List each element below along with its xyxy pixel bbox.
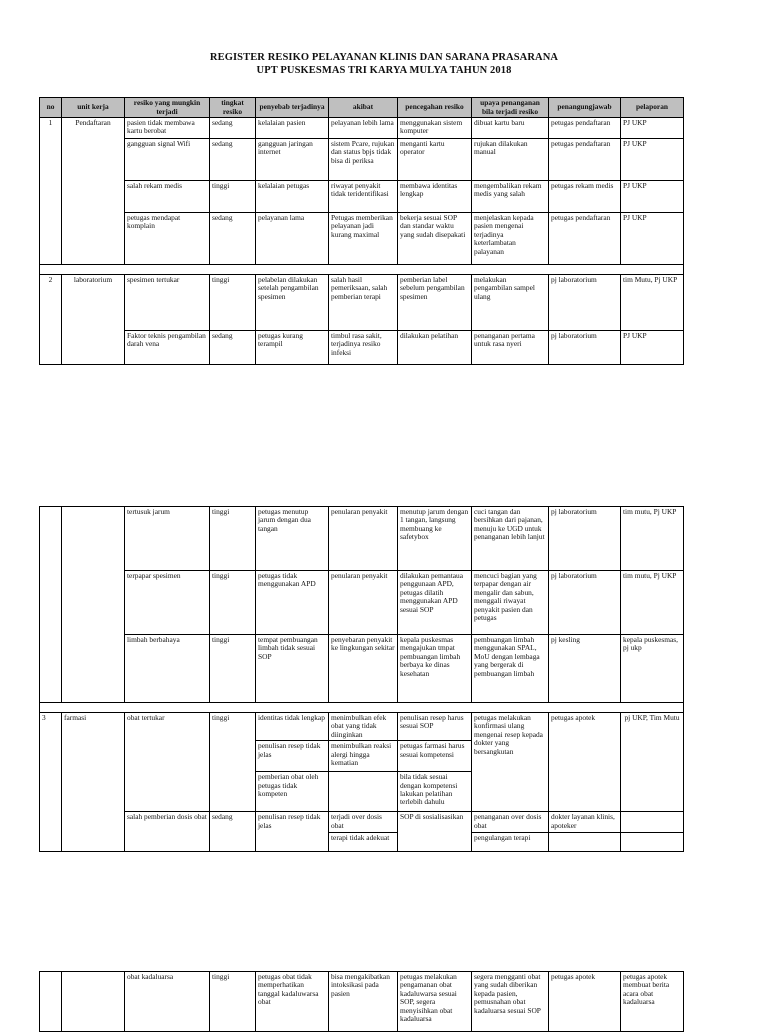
- cell-upaya: segera mengganti obat yang sudah diberikan kepada pasien, pemusnahan obat kadaluarsa sesuai SOP: [472, 972, 549, 1032]
- cell-tingkat: tinggi: [210, 507, 256, 571]
- header-penyebab: penyebab terjadinya: [256, 98, 329, 118]
- cell-pelaporan: PJ UKP: [621, 181, 684, 213]
- cell-penyebab: petugas menutup jarum dengan dua tangan: [256, 507, 329, 571]
- cell-resiko: salah rekam medis: [125, 181, 210, 213]
- cell-pj: petugas pendaftaran: [549, 118, 621, 139]
- cell-resiko: salah pemberian dosis obat: [125, 812, 210, 852]
- cell-tingkat: tinggi: [210, 713, 256, 812]
- cell-akibat: salah hasil pemeriksaan, salah pemberian terapi: [329, 275, 398, 331]
- table-row: [40, 139, 684, 181]
- cell-resiko: Faktor teknis pengambilan darah vena: [125, 331, 210, 365]
- cell-pelaporan: pj UKP, Tim Mutu: [621, 713, 684, 812]
- table-row: [40, 812, 684, 833]
- cell-pj: dokter layanan klinis, apoteker: [549, 812, 621, 833]
- cell-pencegahan: petugas melakukan pengamanan obat kadaluwarsa sesuai SOP, segera menyisihkan obat kadaluarsa: [398, 972, 472, 1032]
- cell-pencegahan: dilakukan pemantaua penggunaan APD, petugas dilatih menggunakan APD sesuai SOP: [398, 571, 472, 635]
- cell-penyebab: identitas tidak lengkap: [256, 713, 329, 741]
- header-pelaporan: pelaporan: [621, 98, 684, 118]
- cell-pelaporan: [621, 812, 684, 833]
- cell-resiko: limbah berbahaya: [125, 635, 210, 703]
- cell-upaya: mengembalikan rekam medis yang salah: [472, 181, 549, 213]
- cell-tingkat: sedang: [210, 331, 256, 365]
- cell-penyebab: kelalaian petugas: [256, 181, 329, 213]
- cell-pj: petugas apotek: [549, 713, 621, 812]
- header-akibat: akibat: [329, 98, 398, 118]
- cell-resiko: pasien tidak membawa kartu berobat: [125, 118, 210, 139]
- cell-akibat: [329, 772, 398, 812]
- cell-penyebab: pelayanan lama: [256, 213, 329, 265]
- cell-tingkat: sedang: [210, 812, 256, 852]
- cell-unit: [62, 507, 125, 703]
- cell-pj: pj laboratorium: [549, 507, 621, 571]
- table-header-row: [40, 98, 684, 118]
- cell-unit: farmasi: [62, 713, 125, 852]
- cell-akibat: terjadi over dosis obat: [329, 812, 398, 833]
- cell-pelaporan: tim Mutu, Pj UKP: [621, 275, 684, 331]
- cell-resiko: terpapar spesimen: [125, 571, 210, 635]
- header-tingkat: tingkat resiko: [210, 98, 256, 118]
- cell-pj: pj kesling: [549, 635, 621, 703]
- cell-upaya: petugas melakukan konfirmasi ulang mengenai resep kepada dokter yang bersangkutan: [472, 713, 549, 812]
- cell-penyebab: kelalaian pasien: [256, 118, 329, 139]
- cell-tingkat: tinggi: [210, 275, 256, 331]
- cell-pencegahan: SOP di sosialisasikan: [398, 812, 472, 852]
- cell-upaya: rujukan dilakukan manual: [472, 139, 549, 181]
- risk-register-table-2: [39, 506, 684, 852]
- cell-pencegahan: petugas farmasi harus sesuai kompetensi: [398, 741, 472, 772]
- cell-pencegahan: pemberian label sebelum pengambilan spesimen: [398, 275, 472, 331]
- cell-pelaporan: tim mutu, Pj UKP: [621, 571, 684, 635]
- document-title: REGISTER RESIKO PELAYANAN KLINIS DAN SARANA PRASARANA: [209, 52, 559, 63]
- cell-resiko: obat kadaluarsa: [125, 972, 210, 1032]
- cell-upaya: pembuangan limbah menggunakan SPAL, MoU dengan lembaga yang bergerak di pembuangan limbah: [472, 635, 549, 703]
- table-row: [40, 635, 684, 703]
- header-resiko: resiko yang mungkin terjadi: [125, 98, 210, 118]
- cell-upaya: penanganan pertama untuk rasa nyeri: [472, 331, 549, 365]
- cell-resiko: tertusuk jarum: [125, 507, 210, 571]
- cell-no: 2: [40, 275, 62, 365]
- cell-penyebab: petugas tidak menggunakan APD: [256, 571, 329, 635]
- cell-tingkat: tinggi: [210, 181, 256, 213]
- cell-penyebab: penulisan resep tidak jelas: [256, 812, 329, 852]
- table-row: [40, 507, 684, 571]
- cell-upaya: melakukan pengambilan sampel ulang: [472, 275, 549, 331]
- header-upaya: upaya penanganan bila terjadi resiko: [472, 98, 549, 118]
- cell-pelaporan: tim mutu, Pj UKP: [621, 507, 684, 571]
- table-row: [40, 571, 684, 635]
- cell-akibat: penyebaran penyakit ke lingkungan sekitar: [329, 635, 398, 703]
- cell-no: 3: [40, 713, 62, 852]
- table-row: [40, 118, 684, 139]
- spacer-row: [40, 703, 684, 713]
- cell-upaya: penanganan over dosis obat: [472, 812, 549, 833]
- cell-tingkat: tinggi: [210, 635, 256, 703]
- cell-tingkat: sedang: [210, 139, 256, 181]
- cell-penyebab: gangguan jaringan internet: [256, 139, 329, 181]
- cell-upaya: mencuci bagian yang terpapar dengan air mengalir dan sabun, menggali riwayat penyakit pasien dan petugas: [472, 571, 549, 635]
- header-penanggungjawab: penangungjawab: [549, 98, 621, 118]
- cell-pj: [549, 833, 621, 852]
- cell-pelaporan: petugas apotek membuat berita acara obat kadaluarsa: [621, 972, 684, 1032]
- cell-pencegahan: menganti kartu operator: [398, 139, 472, 181]
- cell-resiko: spesimen tertukar: [125, 275, 210, 331]
- cell-pj: pj laboratorium: [549, 331, 621, 365]
- header-unit-kerja: unit kerja: [62, 98, 125, 118]
- table-row: [40, 181, 684, 213]
- cell-tingkat: sedang: [210, 118, 256, 139]
- cell-resiko: gangguan signal Wifi: [125, 139, 210, 181]
- cell-pj: petugas pendaftaran: [549, 139, 621, 181]
- cell-pj: petugas apotek: [549, 972, 621, 1032]
- cell-akibat: pelayanan lebih lama: [329, 118, 398, 139]
- cell-pelaporan: PJ UKP: [621, 213, 684, 265]
- cell-no: [40, 972, 62, 1032]
- risk-register-table-1: [39, 97, 684, 365]
- cell-pelaporan: PJ UKP: [621, 139, 684, 181]
- cell-pencegahan: membawa identitas lengkap: [398, 181, 472, 213]
- cell-unit: Pendaftaran: [62, 118, 125, 265]
- cell-no: 1: [40, 118, 62, 265]
- cell-penyebab: petugas kurang terampil: [256, 331, 329, 365]
- cell-penyebab: tempat pembuangan limbah tidak sesuai SOP: [256, 635, 329, 703]
- cell-pelaporan: PJ UKP: [621, 331, 684, 365]
- cell-akibat: Petugas memberikan pelayanan jadi kurang maximal: [329, 213, 398, 265]
- cell-akibat: menimbulkan reaksi alergi hingga kematian: [329, 741, 398, 772]
- cell-pencegahan: bekerja sesuai SOP dan standar waktu yang sudah disepakati: [398, 213, 472, 265]
- cell-resiko: obat tertukar: [125, 713, 210, 812]
- cell-akibat: menimbulkan efek obat yang tidak diinginkan: [329, 713, 398, 741]
- cell-upaya: dibuat kartu baru: [472, 118, 549, 139]
- cell-pencegahan: penulisan resep harus sesuai SOP: [398, 713, 472, 741]
- cell-unit: laboratorium: [62, 275, 125, 365]
- cell-pj: pj laboratorium: [549, 571, 621, 635]
- cell-upaya: menjelaskan kepada pasien mengenai terjadinya keterlambatan palayanan: [472, 213, 549, 265]
- cell-pelaporan: PJ UKP: [621, 118, 684, 139]
- table-row: [40, 713, 684, 741]
- cell-penyebab: petugas obat tidak memperhatikan tanggal kadaluwarsa obat: [256, 972, 329, 1032]
- cell-tingkat: sedang: [210, 213, 256, 265]
- cell-pelaporan: kepala puskesmas, pj ukp: [621, 635, 684, 703]
- cell-pelaporan: [621, 833, 684, 852]
- cell-penyebab: pelabelan dilakukan setelah pengambilan spesimen: [256, 275, 329, 331]
- spacer-row: [40, 265, 684, 275]
- cell-tingkat: tinggi: [210, 972, 256, 1032]
- cell-pj: pj laboratorium: [549, 275, 621, 331]
- cell-akibat: timbul rasa sakit, terjadinya resiko infeksi: [329, 331, 398, 365]
- cell-pencegahan: bila tidak sesuai dengan kompetensi lakukan pelatihan terlebih dahulu: [398, 772, 472, 812]
- cell-akibat: terapi tidak adekuat: [329, 833, 398, 852]
- cell-akibat: penularan penyakit: [329, 507, 398, 571]
- cell-no: [40, 507, 62, 703]
- cell-pencegahan: dilakukan pelatihan: [398, 331, 472, 365]
- cell-akibat: riwayat penyakit tidak teridentifikasi: [329, 181, 398, 213]
- cell-akibat: bisa mengakibatkan intoksikasi pada pasien: [329, 972, 398, 1032]
- cell-pencegahan: menggunakan sistem komputer: [398, 118, 472, 139]
- cell-upaya: cuci tangan dan bersihkan dari pajanan, menuju ke UGD untuk penanganan lebih lanjut: [472, 507, 549, 571]
- table-row: [40, 213, 684, 265]
- cell-pj: petugas rekam medis: [549, 181, 621, 213]
- cell-upaya: pengulangan terapi: [472, 833, 549, 852]
- cell-pj: petugas pendaftaran: [549, 213, 621, 265]
- cell-akibat: penularan penyakit: [329, 571, 398, 635]
- table-row: [40, 275, 684, 331]
- cell-resiko: petugas mendapat komplain: [125, 213, 210, 265]
- cell-penyebab: pemberian obat oleh petugas tidak kompeten: [256, 772, 329, 812]
- cell-akibat: sistem Pcare, rujukan dan status bpjs tidak bisa di periksa: [329, 139, 398, 181]
- table-row: [40, 972, 684, 1032]
- risk-register-table-3: [39, 971, 684, 1032]
- table-row: [40, 331, 684, 365]
- document-subtitle: UPT PUSKESMAS TRI KARYA MULYA TAHUN 2018: [256, 65, 512, 76]
- cell-penyebab: penulisan resep tidak jelas: [256, 741, 329, 772]
- cell-pencegahan: kepala puskesmas mengajukan tmpat pembuangan limbah berbaya ke dinas kesehatan: [398, 635, 472, 703]
- cell-unit: [62, 972, 125, 1032]
- header-pencegahan: pencegahan resiko: [398, 98, 472, 118]
- header-no: no: [40, 98, 62, 118]
- cell-pencegahan: menutup jarum dengan 1 tangan, langsung membuang ke safetybox: [398, 507, 472, 571]
- cell-tingkat: tinggi: [210, 571, 256, 635]
